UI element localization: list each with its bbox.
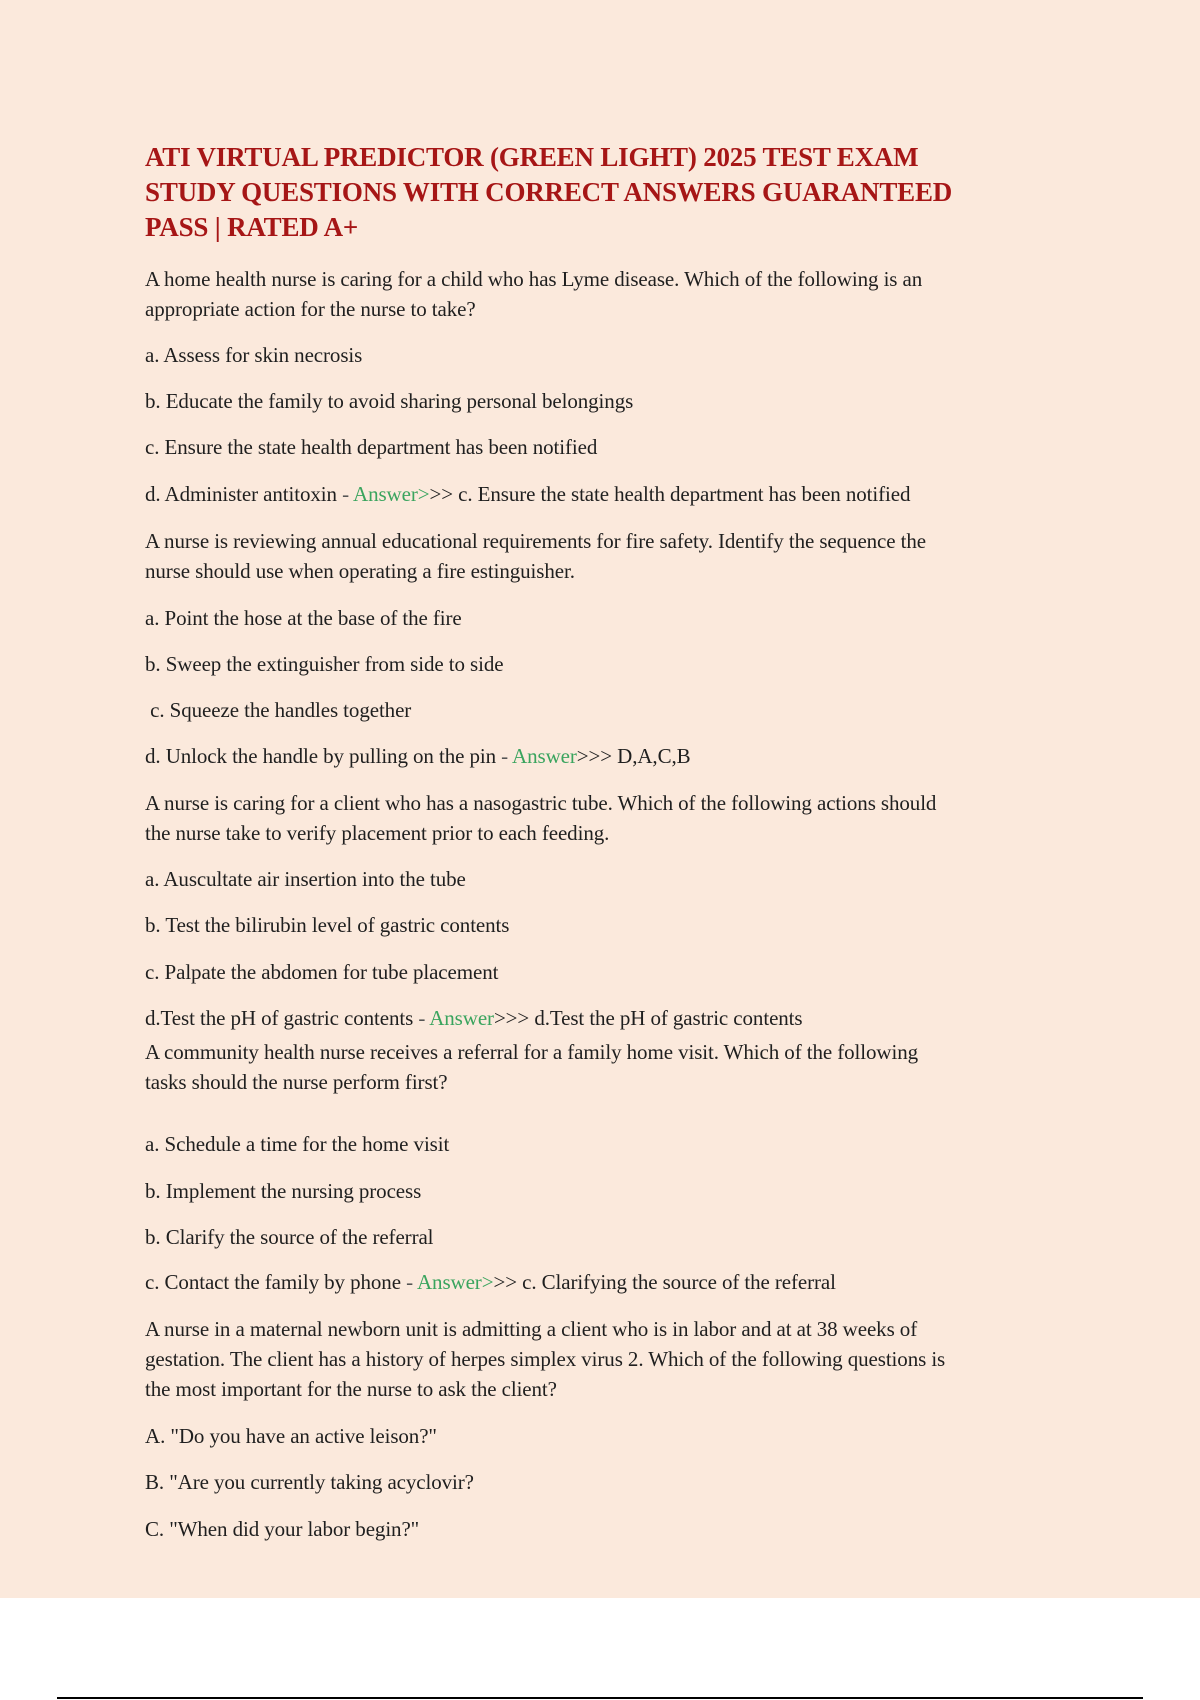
question-3-option-a: a. Auscultate air insertion into the tube <box>145 867 466 891</box>
option-d-text: d.Test the pH of gastric contents <box>145 1006 414 1030</box>
option-d-text: c. Contact the family by phone <box>145 1270 401 1294</box>
answer-label: Answer> <box>353 482 430 506</box>
question-2-option-d-with-answer <box>145 741 691 771</box>
document-header <box>145 140 1085 257</box>
question-3-option-c: c. Palpate the abdomen for tube placement <box>145 960 499 984</box>
option-d-text: d. Unlock the handle by pulling on the pin <box>145 744 496 768</box>
answer-label: Answer> <box>416 1270 494 1294</box>
answer-text: c. Ensure the state health department has been notified <box>458 482 911 506</box>
question-4-option-b: b. Implement the nursing process <box>145 1179 422 1203</box>
answer-separator: - <box>400 1270 417 1294</box>
title-line-3: PASS | RATED A+ <box>145 212 359 242</box>
question-5-option-a: A. "Do you have an active leison?" <box>145 1424 437 1448</box>
question-5-stem: A nurse in a maternal newborn unit is admitting a client who is in labor and at at 38 weeks of gestation. The client has a history of herpes simplex virus 2. Which of the following questions is the most important for the nurse to ask the client? <box>145 1317 946 1401</box>
question-3-option-d-with-answer <box>145 1003 803 1033</box>
question-1-option-a: a. Assess for skin necrosis <box>145 343 363 367</box>
answer-label: Answer <box>512 744 577 768</box>
answer-text: d.Test the pH of gastric contents <box>534 1006 803 1030</box>
question-2-option-a: a. Point the hose at the base of the fire <box>145 606 462 630</box>
answer-separator: - <box>413 1006 430 1030</box>
question-2-stem: A nurse is reviewing annual educational requirements for fire safety. Identify the sequence the nurse should use when operating a fire estinguisher. <box>145 529 927 583</box>
question-4-option-c: b. Clarify the source of the referral <box>145 1225 434 1249</box>
answer-text: c. Clarifying the source of the referral <box>522 1270 836 1294</box>
question-1-option-b: b. Educate the family to avoid sharing personal belongings <box>145 389 634 413</box>
question-5-option-c: C. "When did your labor begin?" <box>145 1517 420 1541</box>
answer-arrows: >> <box>493 1270 523 1294</box>
question-3-stem: A nurse is caring for a client who has a nasogastric tube. Which of the following actions should the nurse take to verify placement prior to each feeding. <box>145 791 937 845</box>
document-title <box>145 140 1085 245</box>
answer-label: Answer <box>429 1006 494 1030</box>
answer-arrows: >>> <box>493 1006 535 1030</box>
answer-text: D,A,C,B <box>617 744 691 768</box>
title-line-2: STUDY QUESTIONS WITH CORRECT ANSWERS GUARANTEED <box>145 177 953 207</box>
question-4-option-a: a. Schedule a time for the home visit <box>145 1132 450 1156</box>
title-line-1: ATI VIRTUAL PREDICTOR (GREEN LIGHT) 2025 TEST EXAM <box>145 142 919 172</box>
answer-separator: - <box>336 482 353 506</box>
question-2-option-b: b. Sweep the extinguisher from side to side <box>145 652 504 676</box>
answer-separator: - <box>496 744 513 768</box>
question-2-option-c: c. Squeeze the handles together <box>145 698 412 722</box>
question-3-option-b: b. Test the bilirubin level of gastric contents <box>145 913 510 937</box>
page-bottom-divider <box>57 1697 1143 1699</box>
question-1-option-c: c. Ensure the state health department has been notified <box>145 435 598 459</box>
question-1-stem: A home health nurse is caring for a child who has Lyme disease. Which of the following is an appropriate action for the nurse to take? <box>145 267 923 321</box>
answer-arrows: >> <box>429 482 459 506</box>
answer-arrows: >>> <box>576 744 618 768</box>
question-1-option-d-with-answer <box>145 479 910 509</box>
question-4-stem: A community health nurse receives a referral for a family home visit. Which of the following tasks should the nurse perform first? <box>145 1040 918 1094</box>
option-d-text: d. Administer antitoxin <box>145 482 337 506</box>
question-5-option-b: B. "Are you currently taking acyclovir? <box>145 1470 474 1494</box>
question-4-option-d-with-answer <box>145 1267 836 1297</box>
